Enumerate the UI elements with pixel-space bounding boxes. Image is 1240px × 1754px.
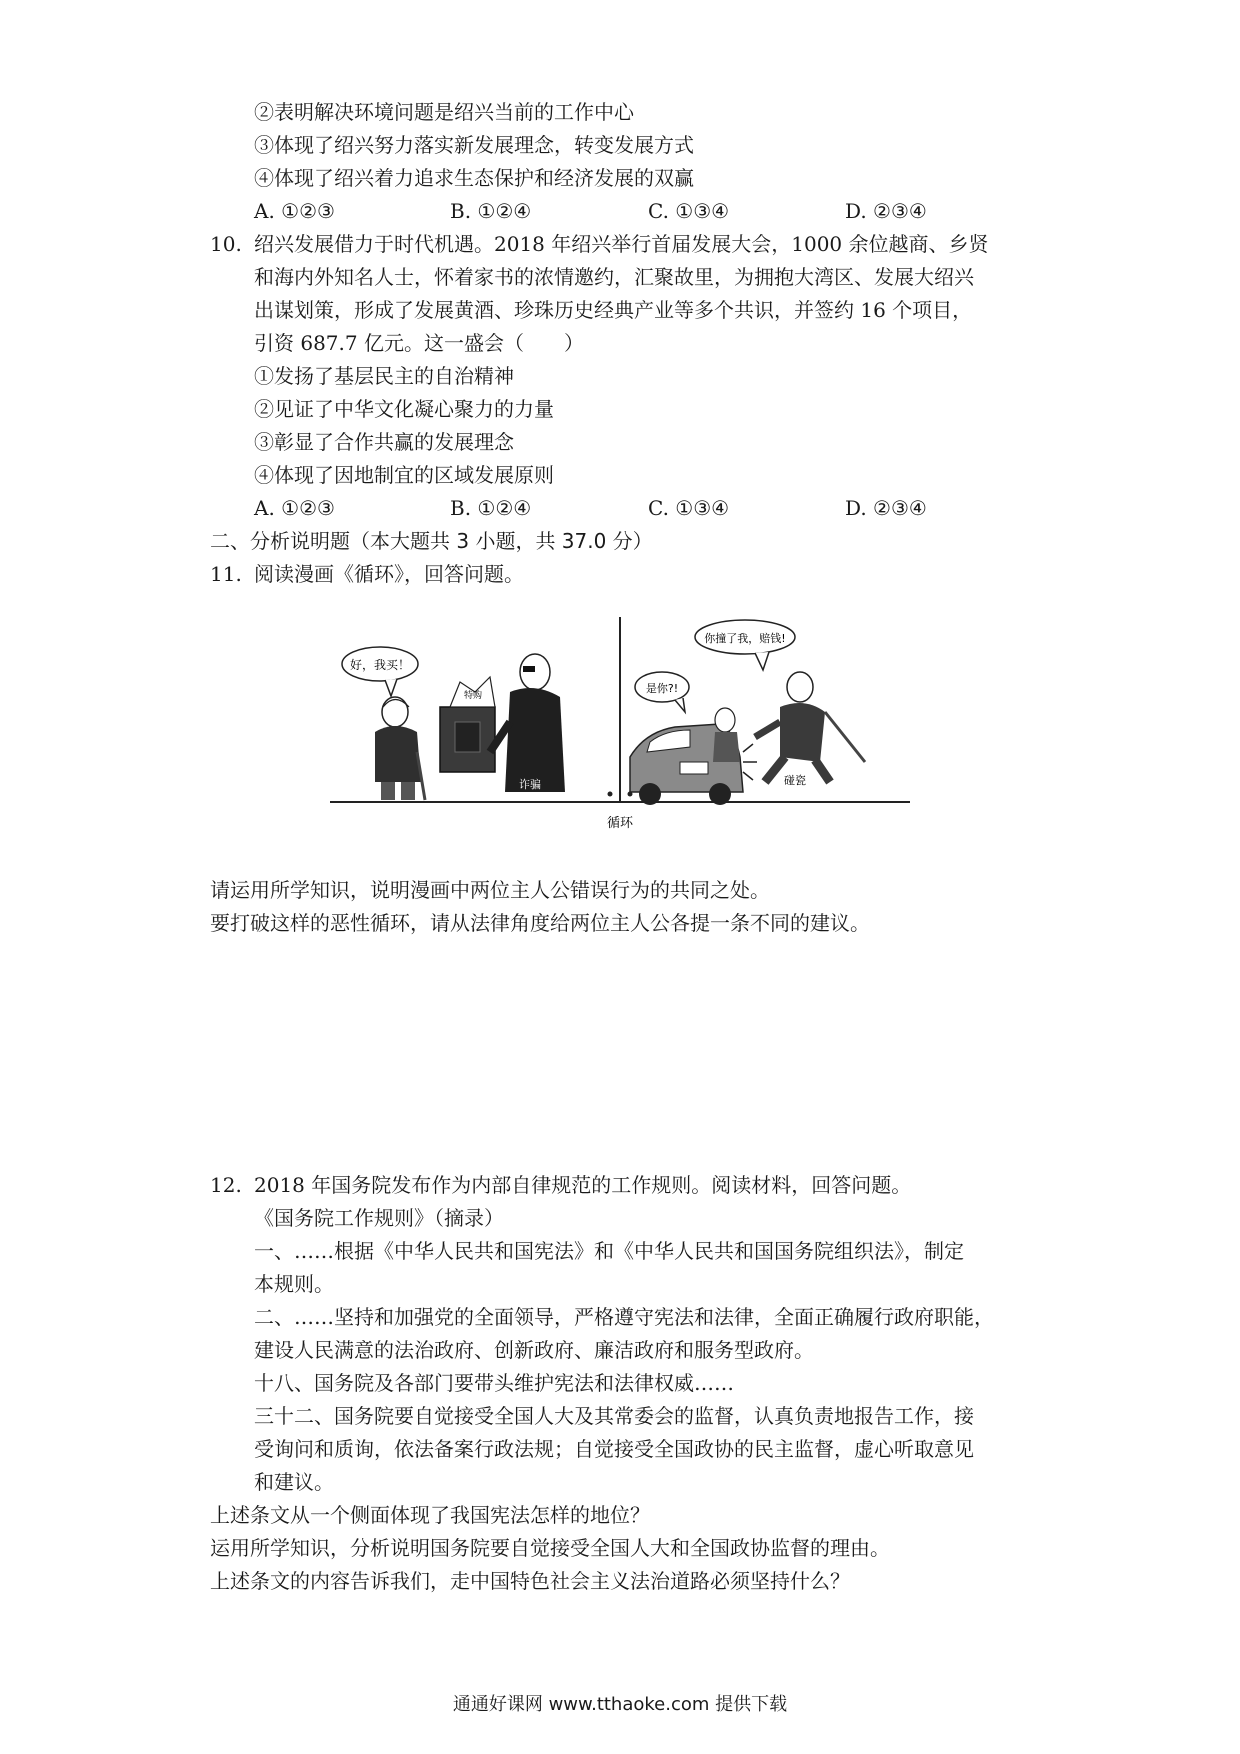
q12-number: 12.: [210, 1173, 242, 1197]
q12-stem-line-1: 2018 年国务院发布作为内部自律规范的工作规则。阅读材料，回答问题。: [254, 1173, 912, 1197]
product-box: [440, 677, 495, 772]
q10-statement-2: ②见证了中华文化凝心聚力的力量: [254, 397, 554, 421]
q10-stem-line-1: 绍兴发展借力于时代机遇。2018 年绍兴举行首届发展大会，1000 余位越商、乡贤: [254, 232, 989, 256]
q10-statement-4: ④体现了因地制宜的区域发展原则: [254, 463, 554, 487]
q11-prompt-1: 请运用所学知识，说明漫画中两位主人公错误行为的共同之处。: [210, 878, 770, 902]
bubble-buy: 好，我买！: [349, 658, 411, 672]
cartoon-cycle: [325, 612, 915, 832]
q10-stem-line-3: 出谋划策，形成了发展黄酒、珍珠历史经典产业等多个共识，并签约 16 个项目，: [254, 298, 973, 322]
box-label: 特购: [463, 691, 483, 701]
bubble-blame: 你撞了我，赔钱!: [704, 632, 786, 645]
q9-option-a: A. ①②③: [254, 199, 335, 223]
q9-statement-3: ③体现了绍兴努力落实新发展理念，转变发展方式: [254, 133, 694, 157]
q10-statement-3: ③彰显了合作共赢的发展理念: [254, 430, 514, 454]
q9-option-c: C. ①③④: [648, 199, 730, 223]
tag-extort: 碰瓷: [784, 774, 806, 787]
cartoon-caption: 循环: [606, 816, 634, 831]
old-man-extortionist: [755, 672, 865, 782]
q12-material-line-6: 三十二、国务院要自觉接受全国人大及其常委会的监督，认真负责地报告工作，接: [254, 1404, 974, 1428]
q10-option-a: A. ①②③: [254, 496, 335, 520]
q12-material-line-4: 建设人民满意的法治政府、创新政府、廉洁政府和服务型政府。: [254, 1338, 814, 1362]
q12-material-title: 《国务院工作规则》（摘录）: [254, 1206, 504, 1230]
driver: [713, 708, 740, 762]
q12-question-3: 上述条文的内容告诉我们，走中国特色社会主义法治道路必须坚持什么？: [210, 1569, 850, 1593]
q10-number: 10.: [210, 232, 242, 256]
q9-statement-2: ②表明解决环境问题是绍兴当前的工作中心: [254, 100, 634, 124]
bubble-question: 是你?!: [645, 682, 679, 695]
page-footer: 通通好课网 www.tthaoke.com 提供下载: [452, 1694, 788, 1715]
q12-material-line-3: 二、……坚持和加强党的全面领导，严格遵守宪法和法律，全面正确履行政府职能，: [254, 1305, 994, 1329]
q9-statement-4: ④体现了绍兴着力追求生态保护和经济发展的双赢: [254, 166, 694, 190]
q12-question-1: 上述条文从一个侧面体现了我国宪法怎样的地位？: [210, 1503, 650, 1527]
q12-question-2: 运用所学知识，分析说明国务院要自觉接受全国人大和全国政协监督的理由。: [210, 1536, 890, 1560]
fraudster-seller: [490, 654, 565, 792]
q12-material-line-8: 和建议。: [254, 1470, 334, 1494]
q12-material-line-2: 本规则。: [254, 1272, 334, 1296]
q10-stem-line-2: 和海内外知名人士，怀着家书的浓情邀约，汇聚故里，为拥抱大湾区、发展大绍兴: [254, 265, 974, 289]
q11-number: 11.: [210, 562, 242, 586]
q12-material-line-5: 十八、国务院及各部门要带头维护宪法和法律权威……: [254, 1371, 734, 1395]
q11-title: 阅读漫画《循环》，回答问题。: [254, 562, 524, 586]
q10-option-d: D. ②③④: [845, 496, 927, 520]
tag-fraud: 诈骗: [519, 778, 541, 791]
q9-option-b: B. ①②④: [450, 199, 532, 223]
q10-statement-1: ①发扬了基层民主的自治精神: [254, 364, 514, 388]
old-man-buyer: [375, 697, 425, 800]
q9-option-d: D. ②③④: [845, 199, 927, 223]
q11-prompt-2: 要打破这样的恶性循环，请从法律角度给两位主人公各提一条不同的建议。: [210, 911, 870, 935]
q10-option-b: B. ①②④: [450, 496, 532, 520]
q10-option-c: C. ①③④: [648, 496, 730, 520]
section-heading: 二、分析说明题（本大题共 3 小题，共 37.0 分）: [210, 529, 653, 553]
q12-material-line-7: 受询问和质询，依法备案行政法规；自觉接受全国政协的民主监督，虚心听取意见: [254, 1437, 974, 1461]
q12-material-line-1: 一、……根据《中华人民共和国宪法》和《中华人民共和国国务院组织法》，制定: [254, 1239, 964, 1263]
q10-stem-line-4: 引资 687.7 亿元。这一盛会（ ）: [254, 331, 584, 355]
